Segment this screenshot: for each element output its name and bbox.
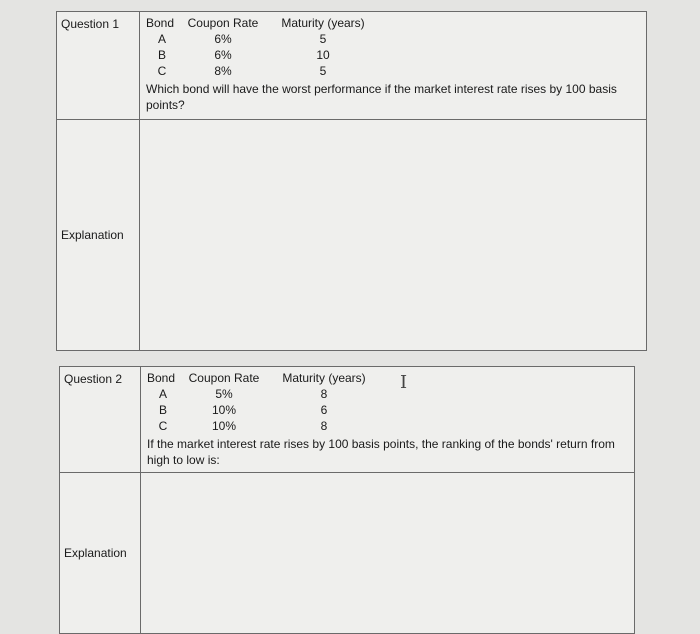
- header-coupon-rate: Coupon Rate: [188, 371, 260, 385]
- bond-name: B: [158, 403, 167, 417]
- bond-maturity: 5: [319, 32, 327, 46]
- header-coupon-rate: Coupon Rate: [187, 16, 259, 30]
- bond-maturity: 8: [320, 387, 328, 401]
- bond-coupon: 10%: [211, 403, 237, 417]
- bond-coupon: 10%: [211, 419, 237, 433]
- bond-row: [147, 387, 379, 403]
- bond-table-header: [147, 371, 379, 387]
- header-bond: Bond: [147, 371, 176, 385]
- question-1-bond-table: [146, 16, 378, 80]
- question-2-label: Question 2: [60, 367, 141, 473]
- bond-name: A: [158, 387, 167, 401]
- bond-coupon: 8%: [214, 64, 232, 78]
- bond-coupon: 5%: [215, 387, 233, 401]
- bond-row: [146, 64, 378, 80]
- bond-coupon: 6%: [214, 32, 232, 46]
- bond-row: [147, 403, 379, 419]
- explanation-2-label: Explanation: [60, 473, 141, 634]
- explanation-1-label: Explanation: [57, 120, 140, 351]
- question-1-table: [56, 11, 647, 351]
- header-maturity: Maturity (years): [281, 16, 365, 30]
- bond-name: A: [157, 32, 166, 46]
- explanation-1-area[interactable]: [140, 120, 647, 351]
- question-2-bond-table: [147, 371, 379, 435]
- bond-row: [146, 32, 378, 48]
- bond-maturity: 10: [316, 48, 330, 62]
- question-1-label: Question 1: [57, 12, 140, 120]
- bond-name: C: [157, 64, 167, 78]
- text-cursor-icon: I: [400, 372, 408, 393]
- question-2-text: If the market interest rate rises by 100 basis points, the ranking of the bonds' return from high to low is:: [147, 437, 615, 467]
- question-1-content: [140, 12, 647, 120]
- header-maturity: Maturity (years): [282, 371, 366, 385]
- bond-coupon: 6%: [214, 48, 232, 62]
- header-bond: Bond: [146, 16, 175, 30]
- question-1-text: Which bond will have the worst performance if the market interest rate rises by 100 basis points?: [146, 82, 617, 112]
- question-2-content: [141, 367, 635, 473]
- bond-table-header: [146, 16, 378, 32]
- bond-maturity: 6: [320, 403, 328, 417]
- bond-maturity: 5: [319, 64, 327, 78]
- question-2-table: [59, 366, 635, 634]
- bond-name: C: [158, 419, 168, 433]
- bond-row: [146, 48, 378, 64]
- bond-row: [147, 419, 379, 435]
- bond-maturity: 8: [320, 419, 328, 433]
- explanation-2-area[interactable]: [141, 473, 635, 634]
- bond-name: B: [157, 48, 166, 62]
